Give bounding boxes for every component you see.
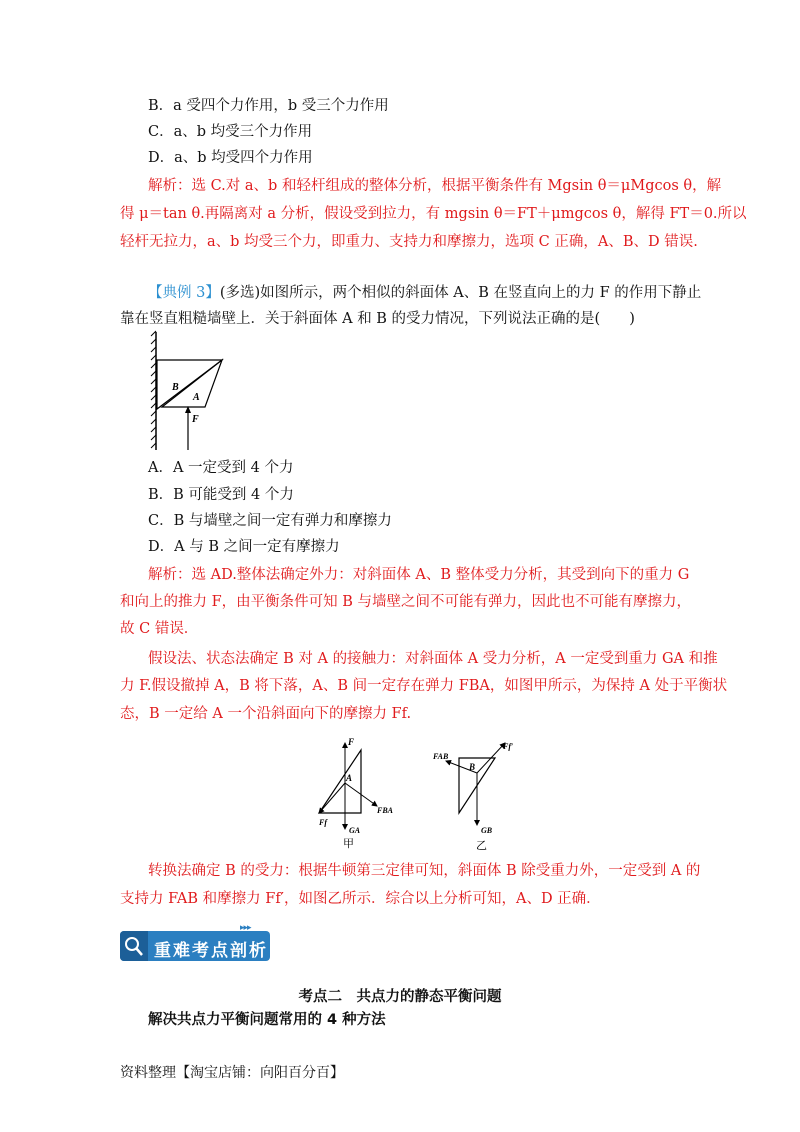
banner-arrows-icon: ▸▸▸ bbox=[240, 923, 251, 933]
option-b: B．B 可能受到 4 个力 bbox=[148, 487, 294, 503]
option-d: D．A 与 B 之间一定有摩擦力 bbox=[148, 539, 340, 555]
banner-title: 重难考点剖析 bbox=[154, 941, 268, 961]
subheading: 解决共点力平衡问题常用的 4 种方法 bbox=[148, 1012, 386, 1028]
analysis-line: 力 F.假设撤掉 A，B 将下落，A、B 间一定存在弹力 FBA，如图甲所示，为保持 A 处于平衡状 bbox=[120, 678, 728, 694]
analysis-line: 假设法、状态法确定 B 对 A 的接触力：对斜面体 A 受力分析，A 一定受到重力 GA 和推 bbox=[148, 651, 718, 667]
option-c: C．a、b 均受三个力作用 bbox=[148, 124, 313, 140]
analysis-line: 态，B 一定给 A 一个沿斜面向下的摩擦力 Ff. bbox=[120, 706, 412, 722]
label-b: B bbox=[172, 382, 179, 393]
example-question bbox=[148, 284, 701, 302]
label-ff-prime: Ff′ bbox=[503, 742, 514, 751]
label-fba: FBA bbox=[377, 806, 394, 815]
analysis-line: 解析：选 C.对 a、b 和轻杆组成的整体分析，根据平衡条件有 Mgsin θ＝μMgcos θ，解 bbox=[148, 178, 722, 194]
footer-note: 资料整理【淘宝店铺：向阳百分百】 bbox=[120, 1065, 344, 1081]
option-a: A．A 一定受到 4 个力 bbox=[148, 460, 294, 476]
section-banner bbox=[120, 931, 270, 961]
analysis-line: 解析：选 AD.整体法确定外力：对斜面体 A、B 整体受力分析，其受到向下的重力 G bbox=[148, 567, 690, 583]
example-text: (多选)如图所示，两个相似的斜面体 A、B 在竖直向上的力 F 的作用下静止 bbox=[219, 285, 702, 301]
diagram-yi bbox=[432, 742, 513, 852]
diagram-jia bbox=[318, 737, 394, 850]
example-question-line2: 靠在竖直粗糙墙壁上．关于斜面体 A 和 B 的受力情况，下列说法正确的是( ) bbox=[120, 311, 635, 327]
analysis-line: 得 μ＝tan θ.再隔离对 a 分析，假设受到拉力，有 mgsin θ＝FT＋μmgcos θ，解得 FT＝0.所以 bbox=[120, 206, 747, 222]
label-fab: FAB bbox=[433, 752, 449, 761]
caption-jia: 甲 bbox=[343, 837, 354, 850]
analysis-line: 支持力 FAB 和摩擦力 Ff′，如图乙所示．综合以上分析可知，A、D 正确． bbox=[120, 891, 601, 907]
option-b: B．a 受四个力作用，b 受三个力作用 bbox=[148, 98, 389, 114]
analysis-line: 故 C 错误． bbox=[120, 621, 199, 637]
example-tag: 【典例 3】 bbox=[148, 285, 220, 301]
analysis-line: 转换法确定 B 的受力：根据牛顿第三定律可知，斜面体 B 除受重力外，一定受到 A 的 bbox=[148, 863, 701, 879]
label-f: F bbox=[348, 737, 355, 747]
figure-wedges-on-wall bbox=[150, 330, 240, 452]
label-a: A bbox=[346, 773, 353, 783]
analysis-line: 轻杆无拉力，a、b 均受三个力，即重力、支持力和摩擦力，选项 C 正确，A、B、D 错误. bbox=[120, 234, 698, 250]
label-f: F bbox=[192, 414, 199, 425]
label-ff: Ff bbox=[319, 818, 327, 827]
option-c: C．B 与墙壁之间一定有弹力和摩擦力 bbox=[148, 513, 392, 529]
label-gb: GB bbox=[481, 826, 493, 835]
label-a: A bbox=[193, 392, 200, 403]
figure-force-diagrams bbox=[305, 733, 520, 853]
caption-yi: 乙 bbox=[476, 839, 487, 852]
section-heading: 考点二 共点力的静态平衡问题 bbox=[298, 989, 502, 1005]
label-b: B bbox=[469, 762, 476, 772]
magnifier-icon bbox=[120, 931, 148, 961]
option-d: D．a、b 均受四个力作用 bbox=[148, 150, 313, 166]
analysis-line: 和向上的推力 F，由平衡条件可知 B 与墙壁之间不可能有弹力，因此也不可能有摩擦力， bbox=[120, 594, 692, 610]
label-ga: GA bbox=[349, 826, 361, 835]
